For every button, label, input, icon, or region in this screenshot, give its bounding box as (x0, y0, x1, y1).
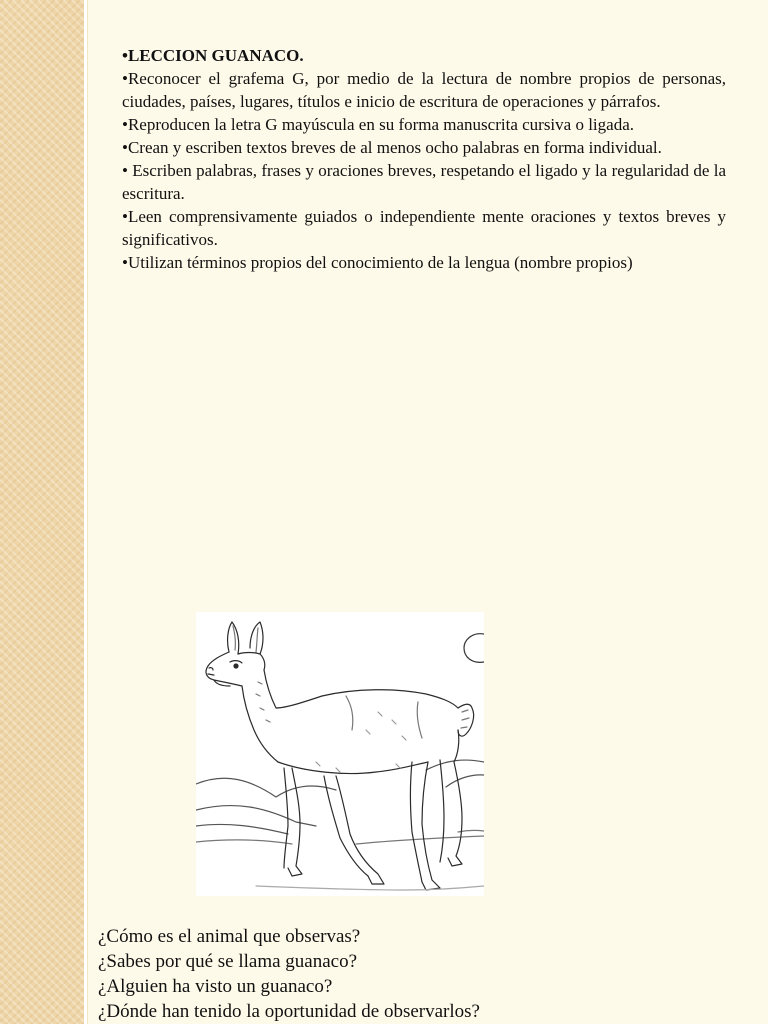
objective-item: • Escriben palabras, frases y oraciones breves, respetando el ligado y la regularidad de la escritura. (122, 161, 726, 203)
objective-item: •Reconocer el grafema G, por medio de la lectura de nombre propios de personas, ciudades, países, lugares, títulos e inicio de escritura de operaciones y párrafos. (122, 69, 726, 111)
discussion-questions (98, 924, 738, 1024)
objective-item: •Leen comprensivamente guiados o independiente mente oraciones y textos breves y significativos. (122, 207, 726, 249)
objective-item: •Crean y escriben textos breves de al menos ocho palabras en forma individual. (122, 138, 662, 157)
lesson-title: •LECCION GUANACO. (122, 46, 304, 65)
question-item: ¿Alguien ha visto un guanaco? (98, 976, 333, 997)
question-item: ¿Cómo es el animal que observas? (98, 926, 361, 947)
decorative-side-band (0, 0, 84, 1024)
side-band-border (84, 0, 87, 1024)
question-item: ¿Dónde han tenido la oportunidad de observarlos? (98, 1001, 480, 1022)
guanaco-illustration (196, 612, 484, 896)
objective-item: •Utilizan términos propios del conocimiento de la lengua (nombre propios) (122, 253, 633, 272)
objective-item: •Reproducen la letra G mayúscula en su forma manuscrita cursiva o ligada. (122, 115, 634, 134)
guanaco-icon (196, 612, 484, 896)
lesson-objectives-list (122, 44, 726, 274)
question-item: ¿Sabes por qué se llama guanaco? (98, 951, 358, 972)
